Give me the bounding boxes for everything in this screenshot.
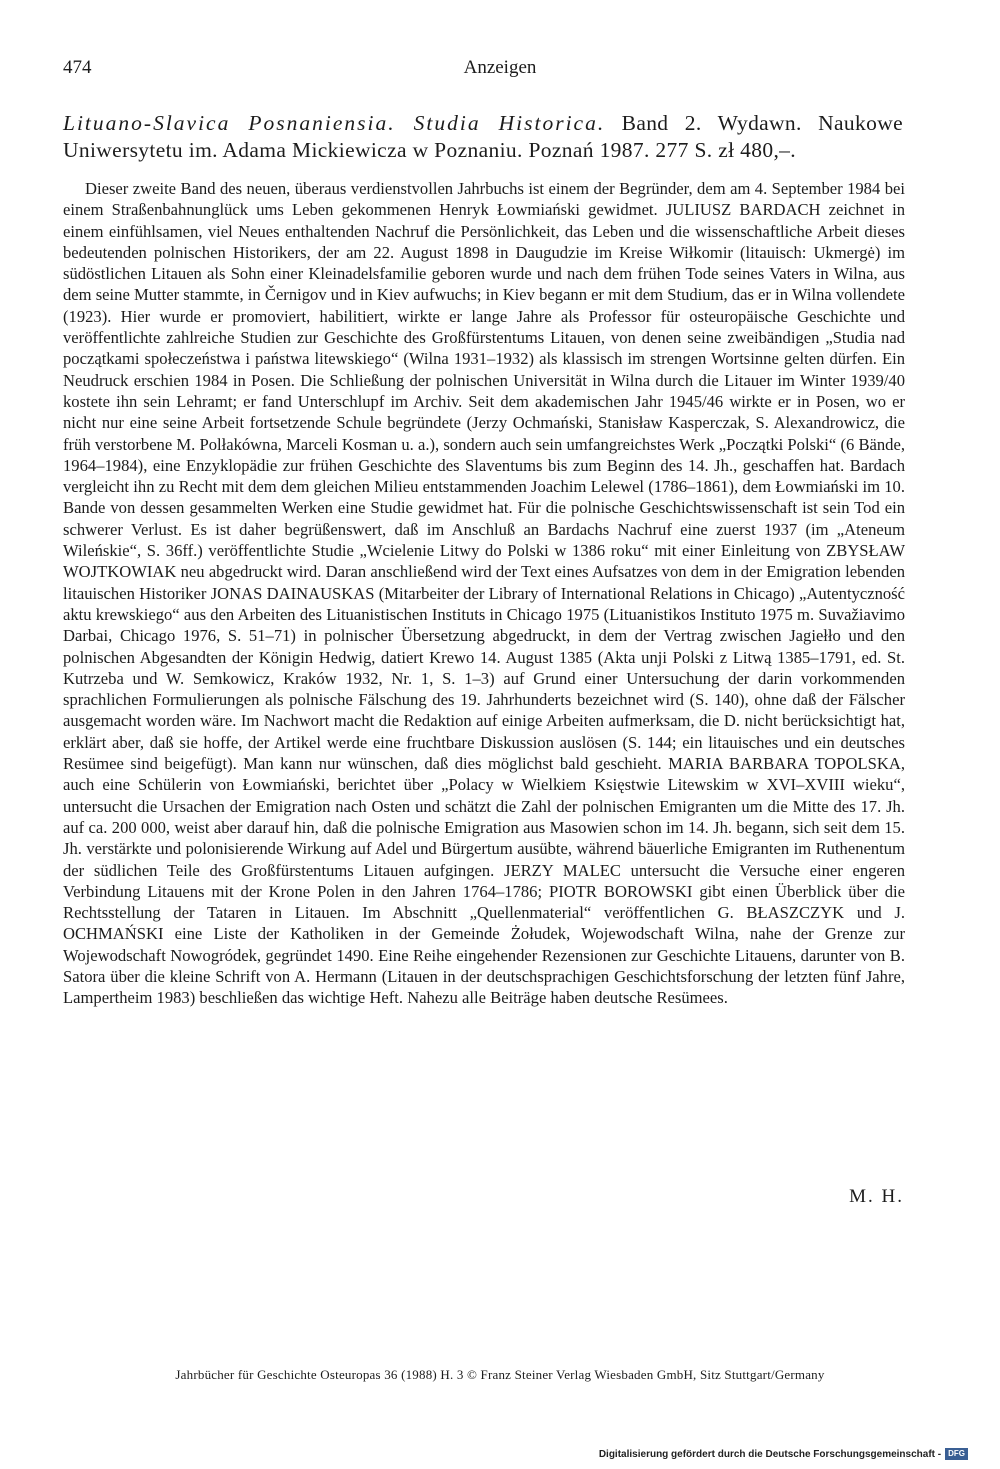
journal-footer: Jahrbücher für Geschichte Osteuropas 36 (1988) H. 3 © Franz Steiner Verlag Wiesbaden GmbH, Sitz Stuttgart/Germany [175,1367,825,1382]
funding-text: Digitalisierung gefördert durch die Deutsche Forschungsgemeinschaft - [598,1448,942,1460]
citation-details: Band 2. Wydawn. Naukowe Uniwersytetu im. Adama Mickiewicza w Poznaniu. Poznań 1987. 277 S. zł 480,–. [63,111,903,162]
page-number: 474 [63,57,92,78]
funding-note [599,1448,968,1460]
book-citation [63,110,903,164]
section-title: Anzeigen [463,57,537,78]
citation-title: Lituano-Slavica Posnaniensia. Studia Historica. [63,111,606,135]
dfg-logo: DFG [945,1448,968,1460]
review-text: Dieser zweite Band des neuen, überaus verdienstvollen Jahrbuchs ist einem der Begründer, dem am 4. September 1984 bei einem Straßenbahnunglück ums Leben gekommenen Henryk Łowmiański gewidmet. JULIUSZ BARDACH zeichnet in einem einfühlsamen, viel Neues enthaltenden Nachruf die Persönlichkeit, das Leben und die wissenschaftliche Arbeit dieses bedeutenden polnischen Historikers, der am 22. August 1898 in Daugudzie im Kreise Wiłkomir (litauisch: Ukmergė) im südöstlichen Litauen als Sohn einer Kleinadelsfamilie geboren wurde und nach dem frühen Tode seines Vaters in Wilna, aus dem seine Mutter stammte, in Černigov und in Kiev aufwuchs; in Kiev begann er mit dem Studium, das er in Wilna vollendete (1923). Hier wurde er promoviert, habilitiert, wirkte er lange Jahre als Professor für osteuropäische Geschichte und veröffentlichte zahlreiche Studien zur Geschichte des Großfürstentums Litauen, von denen seine zweibändigen „Studia nad początkami społeczeństwa i państwa litewskiego“ (Wilna 1931–1932) als klassisch im strengen Wortsinne gelten dürfen. Ein Neudruck erschien 1984 in Posen. Die Schließung der polnischen Universität in Wilna durch die Litauer im Winter 1939/40 kostete ihn sein Lehramt; er fand Unterschlupf im Archiv. Seit dem akademischen Jahr 1945/46 wirkte er in Posen, wo er nicht nur eine seine Arbeit fortsetzende Schule begründete (Jerzy Ochmański, Stanisław Kasperczak, S. Alexandrowicz, die früh verstorbene M. Polłakówna, Marceli Kosman u. a.), sondern auch sein umfangreichstes Werk „Początki Polski“ (6 Bände, 1964–1984), eine Enzyklopädie zur frühen Geschichte des Slaventums bis zum Beginn des 14. Jh., geschaffen hat. Bardach vergleicht ihn zu Recht mit dem dem gleichen Milieu entstammenden Joachim Lelewel (1786–1861), dem Łowmiański im 10. Bande von dessen gesammelten Werken eine Studie gewidmet hat. Für die polnische Geschichtswissenschaft ist sein Tod ein schwerer Verlust. Es ist daher begrüßenswert, daß im Anschluß an Bardachs Nachruf eine zuerst 1937 (im „Ateneum Wileńskie“, S. 36ff.) veröffentlichte Studie „Wcielenie Litwy do Polski w 1386 roku“ mit einer Einleitung von ZBYSŁAW WOJTKOWIAK neu abgedruckt wird. Daran anschließend wird der Text eines Aufsatzes von dem in der Emigration lebenden litauischen Historiker JONAS DAINAUSKAS (Mitarbeiter der Library of International Relations in Chicago) „Autentyczność aktu krewskiego“ aus den Arbeiten des Lituanistischen Instituts in Chicago 1975 (Lituanistikos Instituto 1975 m. Suvažiavimo Darbai, Chicago 1976, S. 51–71) in polnischer Übersetzung abgedruckt, in dem der Vertrag zwischen Jagiełło und den polnischen Abgesandten der Königin Hedwig, datiert Krewo 14. August 1385 (Akta unji Polski z Litwą 1385–1791, ed. St. Kutrzeba und W. Semkowicz, Kraków 1932, Nr. 1, S. 1–3) auf Grund einer Untersuchung der darin vorkommenden sprachlichen Formulierungen als polnische Fälschung des 19. Jahrhunderts bezeichnet wird (S. 140), ohne daß der Fälscher ausgemacht worden wäre. Im Nachwort macht die Redaktion auf einige Arbeiten aufmerksam, die D. nicht berücksichtigt hat, erklärt aber, daß sie hoffe, der Artikel werde eine fruchtbare Diskussion auslösen (S. 144; ein litauisches und ein deutsches Resümee sind beigefügt). Man kann nur wünschen, daß dies möglichst bald geschieht. MARIA BARBARA TOPOLSKA, auch eine Schülerin von Łowmiański, berichtet über „Polacy w Wielkiem Księstwie Litewskim w XVI–XVIII wieku“, untersucht die Ursachen der Emigration nach Osten und schätzt die Zahl der polnischen Emigranten um die Mitte des 17. Jh. auf ca. 200 000, weist aber darauf hin, daß die polnische Emigration aus Masowien schon im 14. Jh. begann, sich seit dem 15. Jh. verstärkte und polonisierende Wirkung auf Adel und Bürgertum ausübte, während bäuerliche Emigranten im Ruthenentum der südlichen Teile des Großfürstentums Litauen aufgingen. JERZY MALEC untersucht die Versuche einer engeren Verbindung Litauens mit der Krone Polen in den Jahren 1764–1786; PIOTR BOROWSKI gibt einen Überblick über die Rechtsstellung der Tataren in Litauen. Im Abschnitt „Quellenmaterial“ veröffentlichen G. BŁASZCZYK und J. OCHMAŃSKI eine Liste der Katholiken in der Gemeinde Żołudek, Wojewodschaft Wilna, nahe der Grenze zur Wojewodschaft Nowogródek, gegründet 1490. Eine Reihe eingehender Rezensionen zur Geschichte Litauens, darunter von B. Satora über die kleine Schrift von A. Hermann (Litauen in der deutschsprachigen Geschichtsforschung der letzten fünf Jahre, Lampertheim 1983) beschließen das wichtige Heft. Nahezu alle Beiträge haben deutsche Resümees. [63,179,905,1008]
review-signature: M. H. [849,1186,904,1207]
